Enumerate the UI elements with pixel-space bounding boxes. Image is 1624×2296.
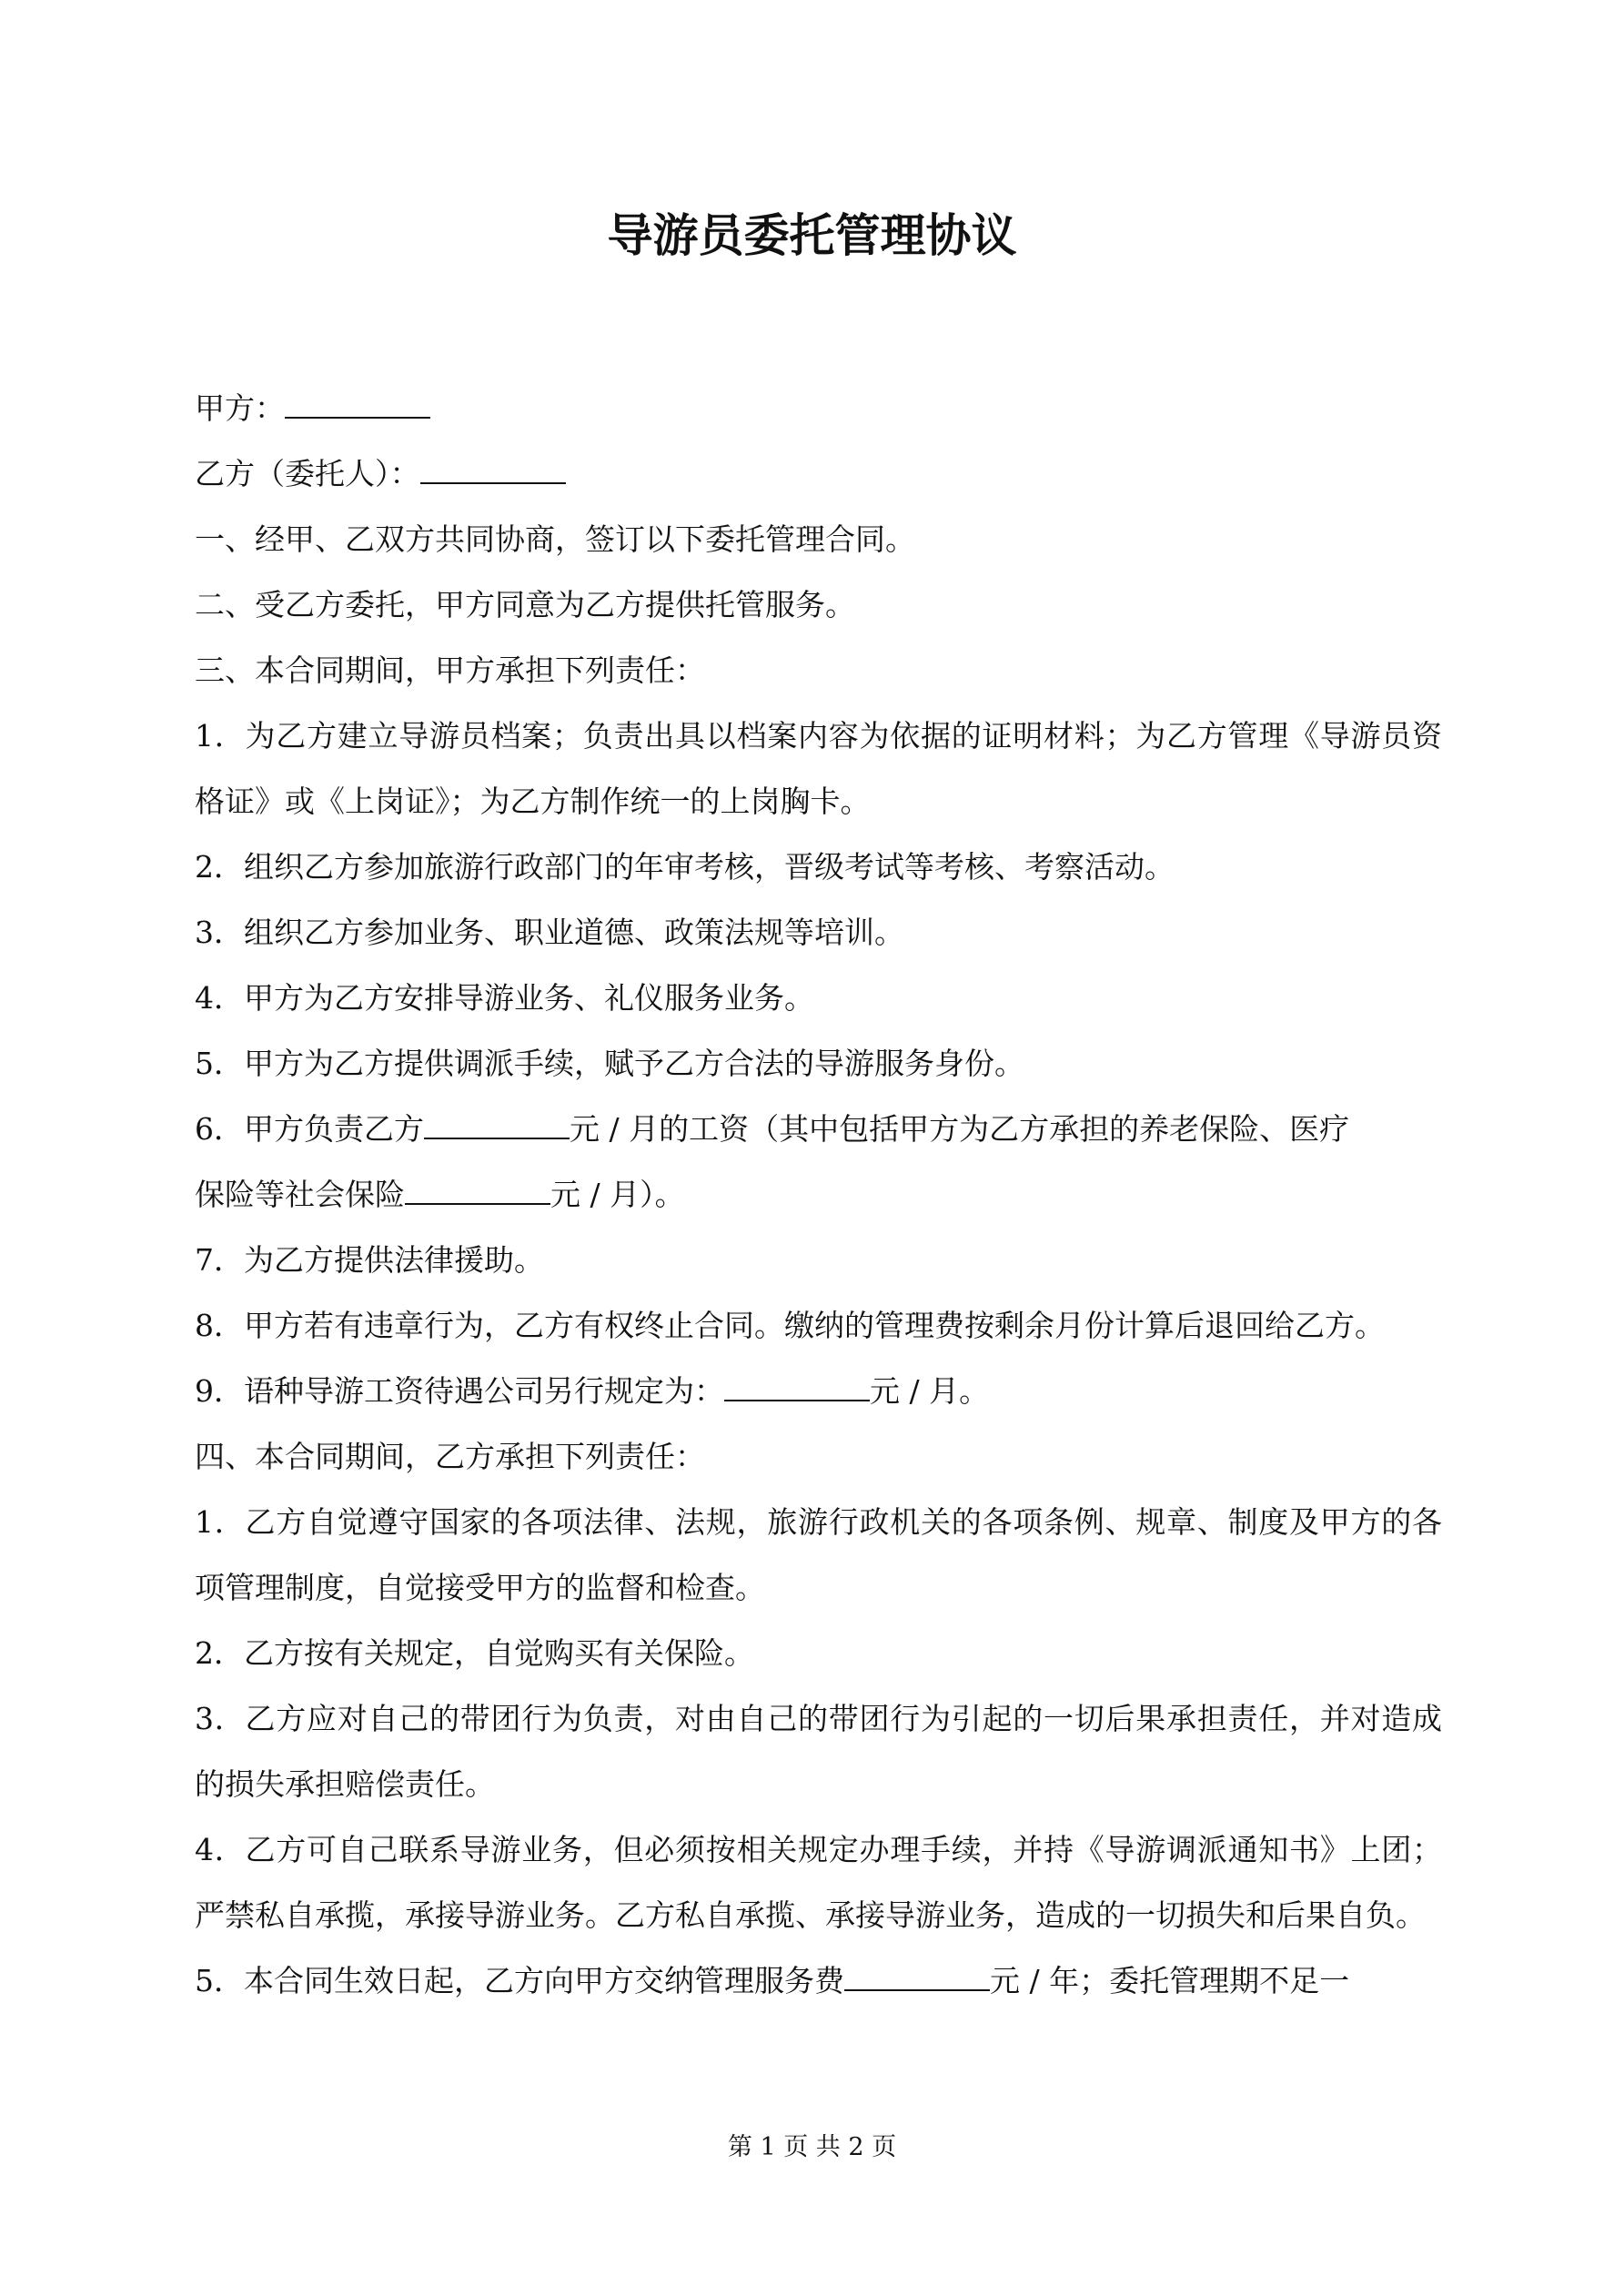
page-footer: 第 1 页 共 2 页 [727, 2133, 897, 2161]
clause-a7: 7．为乙方提供法律援助。 [195, 1242, 544, 1278]
document-body [195, 376, 1442, 2014]
clause-a6-text: 保险等社会保险 [195, 1177, 405, 1212]
clause-b5 [195, 1948, 1442, 2014]
clause-a9 [195, 1359, 1442, 1424]
section-3-heading: 三、本合同期间，甲方承担下列责任： [195, 652, 705, 688]
language-wage-blank[interactable] [724, 1374, 870, 1401]
clause-a8: 8．甲方若有违章行为，乙方有权终止合同。缴纳的管理费按剩余月份计算后退回给乙方。 [195, 1308, 1385, 1343]
party-a-label: 甲方： [195, 390, 285, 426]
document-title: 导游员委托管理协议 [607, 208, 1017, 262]
section-4-heading: 四、本合同期间，乙方承担下列责任： [195, 1439, 705, 1474]
party-b-blank[interactable] [420, 457, 566, 484]
clause-a1: 1．为乙方建立导游员档案；负责出具以档案内容为依据的证明材料；为乙方管理《导游员资格证》或《上岗证》；为乙方制作统一的上岗胸卡。 [195, 718, 1442, 819]
insurance-blank[interactable] [405, 1178, 550, 1205]
section-1: 一、经甲、乙双方共同协商，签订以下委托管理合同。 [195, 521, 915, 557]
clause-a6-text: 元 / 月的工资（其中包括甲方为乙方承担的养老保险、医疗 [570, 1111, 1350, 1147]
section-2: 二、受乙方委托，甲方同意为乙方提供托管服务。 [195, 587, 855, 622]
clause-b5-text: 元 / 年；委托管理期不足一 [990, 1963, 1350, 1998]
clause-a3: 3．组织乙方参加业务、职业道德、政策法规等培训。 [195, 915, 904, 950]
party-b-line [195, 441, 1442, 507]
party-a-line [195, 376, 1442, 441]
salary-blank[interactable] [424, 1112, 570, 1139]
clause-a6-text: 元 / 月）。 [550, 1177, 685, 1212]
clause-b3: 3．乙方应对自己的带团行为负责，对由自己的带团行为引起的一切后果承担责任，并对造成的损失承担赔偿责任。 [195, 1701, 1442, 1802]
clause-a6-text: 6．甲方负责乙方 [195, 1111, 424, 1147]
clause-a6-line2 [195, 1162, 1442, 1228]
clause-a9-text: 9．语种导游工资待遇公司另行规定为： [195, 1373, 724, 1409]
clause-b1: 1．乙方自觉遵守国家的各项法律、法规，旅游行政机关的各项条例、规章、制度及甲方的各项管理制度，自觉接受甲方的监督和检查。 [195, 1504, 1442, 1605]
party-a-blank[interactable] [285, 391, 430, 419]
service-fee-blank[interactable] [844, 1964, 990, 1991]
clause-a5: 5．甲方为乙方提供调派手续，赋予乙方合法的导游服务身份。 [195, 1046, 1024, 1081]
clause-b2: 2．乙方按有关规定，自觉购买有关保险。 [195, 1635, 754, 1671]
clause-a9-text: 元 / 月。 [870, 1373, 990, 1409]
clause-b4: 4．乙方可自己联系导游业务，但必须按相关规定办理手续，并持《导游调派通知书》上团；严禁私自承揽，承接导游业务。乙方私自承揽、承接导游业务，造成的一切损失和后果自负。 [195, 1832, 1442, 1933]
clause-a4: 4．甲方为乙方安排导游业务、礼仪服务业务。 [195, 980, 814, 1016]
party-b-label: 乙方（委托人）： [195, 456, 420, 491]
clause-a6-line1 [195, 1097, 1442, 1162]
clause-a2: 2．组织乙方参加旅游行政部门的年审考核，晋级考试等考核、考察活动。 [195, 849, 1175, 885]
clause-b5-text: 5．本合同生效日起，乙方向甲方交纳管理服务费 [195, 1963, 844, 1998]
